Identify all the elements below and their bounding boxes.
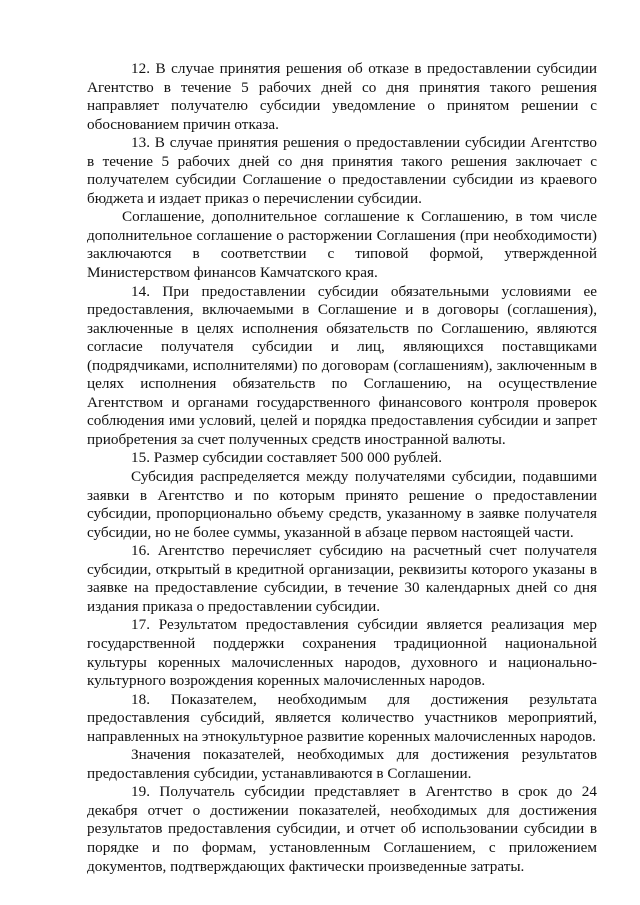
paragraph-13: 13. В случае принятия решения о предоставлении субсидии Агентство в течение 5 рабочих дней со дня принятия такого решения заключает с получателем субсидии Соглашение о предоставлении субсидии из краевого бюджета и издает приказ о перечислении субсидии. — [87, 134, 597, 207]
paragraph-16: 16. Агентство перечисляет субсидию на расчетный счет получателя субсидии, открытый в кредитной организации, реквизиты которого указаны в заявке на предоставление субсидии, в течение 30 календарных дней со дня издания приказа о предоставлении субсидии. — [87, 542, 597, 615]
document-page — [87, 60, 597, 876]
paragraph-18-values: Значения показателей, необходимых для достижения результатов предоставления субсидии, устанавливаются в Соглашении. — [87, 746, 597, 782]
paragraph-13-agreement: Соглашение, дополнительное соглашение к Соглашению, в том числе дополнительное соглашение о расторжении Соглашения (при необходимости) заключаются в соответствии с типовой формой, утвержденной Министерством финансов Камчатского края. — [87, 208, 597, 282]
paragraph-15: 15. Размер субсидии составляет 500 000 рублей. — [131, 449, 443, 467]
paragraph-12: 12. В случае принятия решения об отказе в предоставлении субсидии Агентство в течение 5 рабочих дней со дня принятия такого решения направляет получателю субсидии уведомление о принятом решении с обоснованием причин отказа. — [87, 60, 597, 133]
paragraph-19: 19. Получатель субсидии представляет в Агентство в срок до 24 декабря отчет о достижении показателей, необходимых для достижения результатов предоставления субсидии, и отчет об использовании субсидии в порядке и по формам, установленным Соглашением, с приложением документов, подтверждающих фактически произведенные затраты. — [87, 783, 597, 875]
paragraph-15-distribution: Субсидия распределяется между получателями субсидии, подавшими заявки в Агентство и по которым принято решение о предоставлении субсидии, пропорционально объему средств, указанному в заявке получателя субсидии, но не более суммы, указанной в абзаце первом настоящей части. — [87, 468, 597, 541]
paragraph-14: 14. При предоставлении субсидии обязательными условиями ее предоставления, включаемыми в Соглашение и в договоры (соглашения), заключенные в целях исполнения обязательств по Соглашению, являются согласие получателя субсидии и лиц, являющихся поставщиками (подрядчиками, исполнителями) по договорам (соглашениям), заключенным в целях исполнения обязательств по Соглашению, на осуществление Агентством и органами государственного финансового контроля проверок соблюдения ими условий, целей и порядка предоставления субсидии и запрет приобретения за счет полученных средств иностранной валюты. — [87, 282, 597, 448]
paragraph-17: 17. Результатом предоставления субсидии является реализация мер государственной поддержки сохранения традиционной национальной культуры коренных малочисленных народов, духовного и национально-культурного возрождения коренных малочисленных народов. — [87, 616, 597, 690]
paragraph-18: 18. Показателем, необходимым для достижения результата предоставления субсидий, является количество участников мероприятий, направленных на этнокультурное развитие коренных малочисленных народов. — [87, 690, 597, 745]
